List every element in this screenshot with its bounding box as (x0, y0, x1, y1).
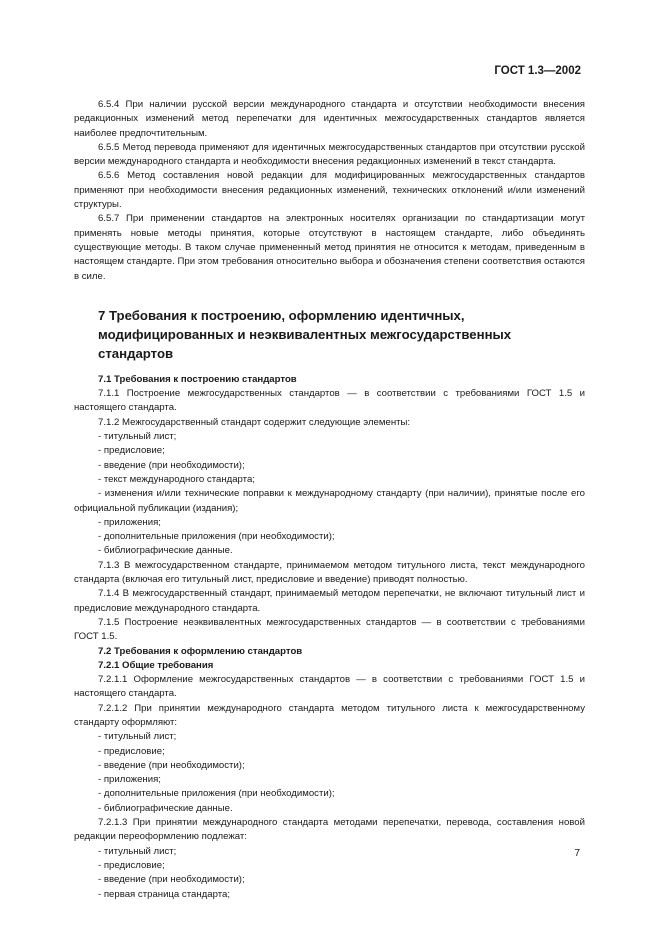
list-item: - первая страница стандарта; (98, 888, 230, 900)
list-item: - дополнительные приложения (при необходимости); (98, 531, 335, 543)
paragraph-7-2-1-2: 7.2.1.2 При принятии международного стандарта методом титульного листа к межгосударственному стандарту оформляют: (74, 702, 585, 728)
list-item: - приложения; (98, 516, 161, 528)
subsection-7-2-heading: 7.2 Требования к оформлению стандартов (98, 645, 303, 657)
list-item: - титульный лист; (98, 431, 177, 443)
paragraph-7-1-5: 7.1.5 Построение неэквивалентных межгосударственных стандартов — в соответствии с требованиями ГОСТ 1.5. (74, 616, 585, 643)
paragraph-6-5-6: 6.5.6 Метод составления новой редакции для модифицированных межгосударственных стандартов применяют при необходимости внесения редакционных изменений, технических отклонений и/или изменений структуры. (74, 170, 585, 211)
list-item: - введение (при необходимости); (98, 874, 245, 886)
list-item: - титульный лист; (98, 731, 177, 743)
paragraph-7-2-1-3: 7.2.1.3 При принятии международного стандарта методами перепечатки, перевода, составления новой редакции переоформлению подлежат: (74, 817, 585, 843)
section-7-heading-line-1: 7 Требования к построению, оформлению идентичных, (98, 307, 465, 323)
list-item: - предисловие; (98, 445, 165, 457)
page-number: 7 (574, 848, 580, 859)
list-item: - приложения; (98, 774, 161, 786)
list-item: - библиографические данные. (98, 545, 233, 557)
section-7-heading-line-2: модифицированных и неэквивалентных межгосударственных стандартов (98, 326, 512, 361)
document-header: ГОСТ 1.3—2002 (494, 65, 581, 77)
paragraph-7-1-3: 7.1.3 В межгосударственном стандарте, принимаемом методом титульного листа, текст международного стандарта (включая его титульный лист, предисловие и введение) приводят полностью. (74, 559, 585, 586)
list-item: - предисловие; (98, 859, 165, 871)
paragraph-6-5-4: 6.5.4 При наличии русской версии международного стандарта и отсутствии необходимости внесения редакционных изменений метод перепечатки для идентичных межгосударственных стандартов является наиболее предпочтительным. (74, 99, 585, 139)
subsection-7-1-heading: 7.1 Требования к построению стандартов (98, 373, 297, 385)
section-7-heading (98, 306, 585, 363)
list-item-amendments: - изменения и/или технические поправки к международному стандарту (при наличии), принятые после его официальной публикации (издания); (74, 488, 585, 514)
list-item: - предисловие; (98, 745, 165, 757)
paragraph-7-2-1-1: 7.2.1.1 Оформление межгосударственных стандартов — в соответствии с требованиями ГОСТ 1.5 и настоящего стандарта. (74, 674, 585, 700)
list-item: - введение (при необходимости); (98, 759, 245, 771)
list-item: - библиографические данные. (98, 802, 233, 814)
document-body (74, 98, 585, 902)
list-item: - дополнительные приложения (при необходимости); (98, 788, 335, 800)
paragraph-7-1-4: 7.1.4 В межгосударственный стандарт, принимаемый методом перепечатки, не включают титульный лист и предисловие международного стандарта. (74, 588, 585, 614)
paragraph-6-5-7: 6.5.7 При применении стандартов на электронных носителях организации по стандартизации могут применять новые методы принятия, которые отсутствуют в настоящем стандарте, либо объединять существующие методы. В таком случае примененный метод принятия не относится к методам, приведенным в настоящем стандарте. При этом требования относительно выбора и обозначения степени соответствия остаются в силе. (74, 213, 585, 282)
paragraph-7-1-1: 7.1.1 Построение межгосударственных стандартов — в соответствии с требованиями ГОСТ 1.5 и настоящего стандарта. (74, 388, 585, 414)
paragraph-6-5-5: 6.5.5 Метод перевода применяют для идентичных межгосударственных стандартов при отсутствии русской версии международного стандарта и необходимости внесения редакционных изменений в текст стандарта. (74, 141, 585, 168)
list-item: - титульный лист; (98, 845, 177, 857)
list-item: - введение (при необходимости); (98, 459, 245, 471)
subsection-7-2-1-heading: 7.2.1 Общие требования (98, 659, 214, 671)
list-item: - текст международного стандарта; (98, 473, 255, 485)
paragraph-7-1-2: 7.1.2 Межгосударственный стандарт содержит следующие элементы: (98, 416, 411, 428)
